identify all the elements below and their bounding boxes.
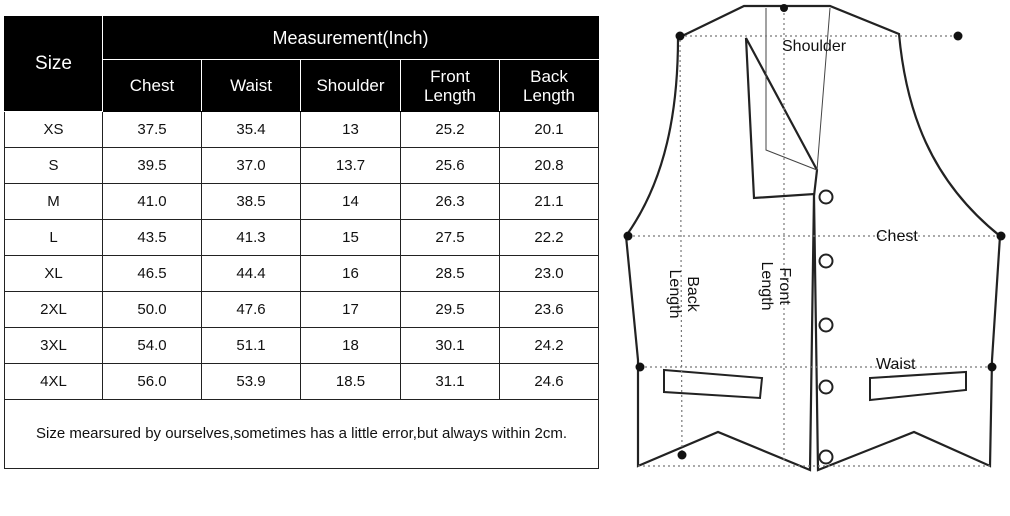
measurement-cell: 50.0 <box>103 292 202 328</box>
measurement-cell: 28.5 <box>401 256 500 292</box>
size-cell: XS <box>5 112 103 148</box>
waist-point-right <box>988 363 997 372</box>
measurement-cell: 31.1 <box>401 364 500 400</box>
measurement-cell: 21.1 <box>500 184 599 220</box>
right-pocket <box>870 372 966 400</box>
shoulder-point-top <box>780 4 788 12</box>
measurement-cell: 54.0 <box>103 328 202 364</box>
measurement-cell: 18.5 <box>301 364 401 400</box>
measurement-cell: 13.7 <box>301 148 401 184</box>
column-header: Waist <box>202 60 301 112</box>
measurement-cell: 38.5 <box>202 184 301 220</box>
measurement-cell: 27.5 <box>401 220 500 256</box>
measurement-cell: 56.0 <box>103 364 202 400</box>
vest-diagram <box>604 0 1010 516</box>
measurement-cell: 20.1 <box>500 112 599 148</box>
column-header: Back Length <box>500 60 599 112</box>
measurement-cell: 39.5 <box>103 148 202 184</box>
chest-label: Chest <box>876 228 918 245</box>
measurement-cell: 35.4 <box>202 112 301 148</box>
measurement-cell: 16 <box>301 256 401 292</box>
button-2 <box>820 255 833 268</box>
table-row <box>5 364 599 400</box>
measurement-cell: 25.6 <box>401 148 500 184</box>
chest-point-left <box>624 232 633 241</box>
measurement-cell: 47.6 <box>202 292 301 328</box>
measurement-cell: 41.0 <box>103 184 202 220</box>
measurement-cell: 17 <box>301 292 401 328</box>
measurement-cell: 23.6 <box>500 292 599 328</box>
measurement-header: Measurement(Inch) <box>103 17 599 60</box>
back-length-line <box>680 40 682 454</box>
button-5 <box>820 451 833 464</box>
measurement-cell: 24.2 <box>500 328 599 364</box>
left-pocket <box>664 370 762 398</box>
measurement-cell: 13 <box>301 112 401 148</box>
measurement-cell: 43.5 <box>103 220 202 256</box>
measurement-cell: 44.4 <box>202 256 301 292</box>
measurement-cell: 25.2 <box>401 112 500 148</box>
measurement-cell: 37.5 <box>103 112 202 148</box>
size-cell: 3XL <box>5 328 103 364</box>
measurement-cell: 30.1 <box>401 328 500 364</box>
shoulder-label: Shoulder <box>782 38 847 55</box>
button-3 <box>820 319 833 332</box>
vest-outline-svg <box>604 0 1010 516</box>
vest-neckline <box>766 8 830 170</box>
waist-point-left <box>636 363 645 372</box>
table-body <box>5 112 599 400</box>
size-cell: 2XL <box>5 292 103 328</box>
measurement-cell: 22.2 <box>500 220 599 256</box>
measurement-cell: 46.5 <box>103 256 202 292</box>
measurement-cell: 26.3 <box>401 184 500 220</box>
size-cell: S <box>5 148 103 184</box>
size-cell: L <box>5 220 103 256</box>
shoulder-point-right <box>954 32 963 41</box>
measurement-cell: 14 <box>301 184 401 220</box>
front-length-label: Front Length <box>758 261 793 311</box>
measurement-cell: 18 <box>301 328 401 364</box>
size-cell: 4XL <box>5 364 103 400</box>
table-row <box>5 112 599 148</box>
measurement-cell: 24.6 <box>500 364 599 400</box>
chest-point-right <box>997 232 1006 241</box>
size-note: Size mearsured by ourselves,sometimes has a little error,but always within 2cm. <box>5 400 599 469</box>
size-cell: M <box>5 184 103 220</box>
button-1 <box>820 191 833 204</box>
size-chart-table <box>4 16 599 469</box>
table-row <box>5 328 599 364</box>
measurement-cell: 51.1 <box>202 328 301 364</box>
size-header: Size <box>5 17 103 112</box>
shoulder-point-left <box>676 32 685 41</box>
table-row <box>5 184 599 220</box>
measurement-cell: 29.5 <box>401 292 500 328</box>
measurement-cell: 37.0 <box>202 148 301 184</box>
table-row <box>5 256 599 292</box>
measurement-cell: 20.8 <box>500 148 599 184</box>
back-length-point-bottom <box>678 451 687 460</box>
column-header: Front Length <box>401 60 500 112</box>
back-length-label: Back Length <box>666 269 701 319</box>
table-row <box>5 292 599 328</box>
waist-label: Waist <box>876 356 916 373</box>
size-cell: XL <box>5 256 103 292</box>
table-row <box>5 220 599 256</box>
column-header: Shoulder <box>301 60 401 112</box>
measurement-cell: 53.9 <box>202 364 301 400</box>
measurement-cell: 23.0 <box>500 256 599 292</box>
measurement-cell: 15 <box>301 220 401 256</box>
column-header: Chest <box>103 60 202 112</box>
table-row <box>5 148 599 184</box>
measurement-cell: 41.3 <box>202 220 301 256</box>
button-4 <box>820 381 833 394</box>
